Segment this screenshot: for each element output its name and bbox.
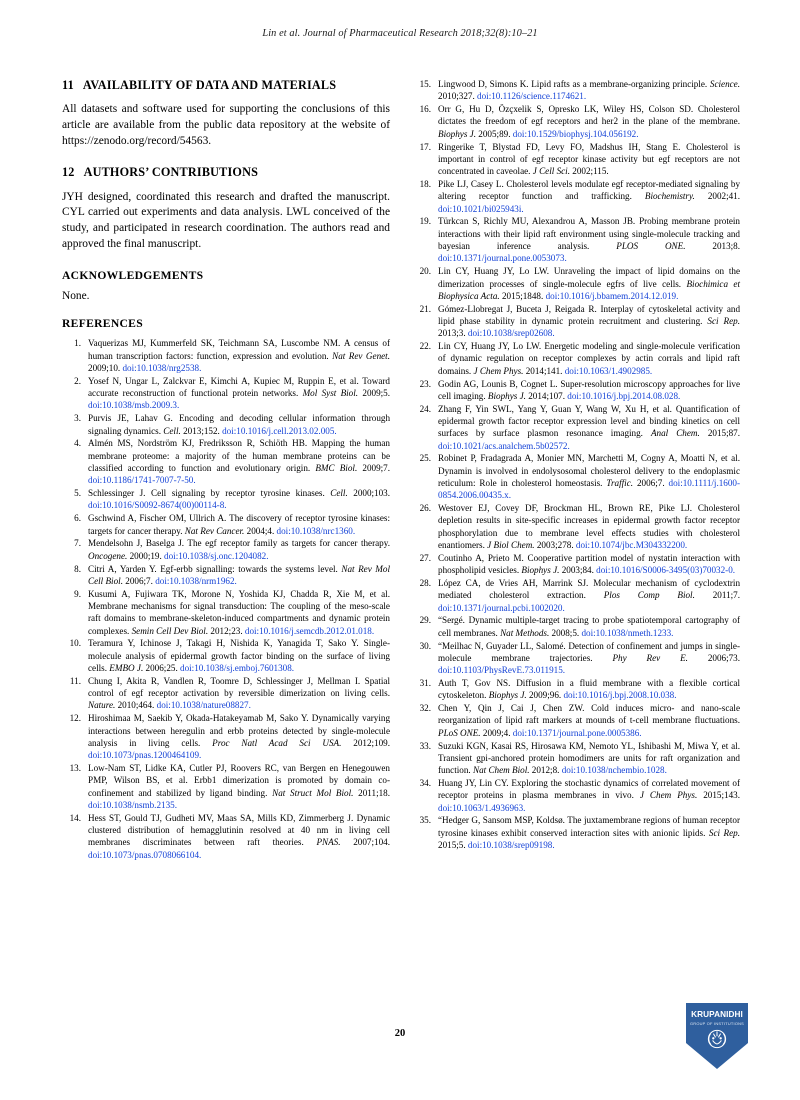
reference-title: Mapping the human membrane proteome: a majority of the human membrane proteins can be classified according to function and evolutionary origin. (88, 438, 390, 473)
reference-item (412, 740, 740, 777)
reference-year-volume: 2013;3. (438, 328, 466, 339)
reference-title: Cholesterol depletion results in site-specific increases in epidermal growth factor receptor phosphorylation due to membrane level effects studies with cholesterol enantiomers. (438, 503, 740, 551)
reference-item (62, 487, 390, 512)
reference-journal: Phy Rev E. (612, 652, 688, 663)
reference-item (412, 103, 740, 140)
reference-doi-link[interactable]: doi:10.1016/j.bpj.2014.08.028. (567, 390, 681, 401)
reference-year-volume: 2013;8. (712, 241, 741, 252)
reference-journal: BMC Biol. (315, 463, 358, 473)
reference-year-volume: 2003;84. (561, 565, 594, 576)
reference-year-volume: 2006;25. (145, 663, 178, 673)
reference-title: Dynamic clustered distribution of hemagglutinin resolved at 40 nm in living cell membranes discriminates between raft theories. (88, 812, 391, 848)
reference-authors: Robinet P, Fradagrada A, Monier MN, Marchetti M, Cogny A, Moatti N, et al. (438, 453, 740, 464)
reference-item (412, 552, 740, 577)
reference-item (62, 375, 390, 412)
reference-number: 5. (74, 488, 81, 499)
reference-year-volume: 2009;4. (482, 727, 511, 738)
reference-item (62, 563, 390, 588)
reference-doi-link[interactable]: doi:10.1074/jbc.M304332200. (575, 540, 688, 551)
reference-title: Quantification of epidermal growth factor receptor expression level and binding kinetics on cell surfaces by surface plasmon resonance imaging. (438, 403, 740, 439)
reference-item (62, 762, 390, 811)
reference-journal: EMBO J. (109, 663, 144, 673)
reference-authors: Yosef N, Ungar L, Zalckvar E, Kimchi A, Kupiec M, Ruppin E, et al. (88, 375, 359, 386)
reference-number: 14. (69, 812, 81, 823)
reference-year-volume: 2012;8. (531, 765, 560, 776)
reference-authors: Zhang F, Yin SWL, Yang Y, Guan Y, Wang W, Xu H, et al. (438, 403, 672, 414)
reference-number: 4. (74, 438, 81, 449)
reference-doi-link[interactable]: doi:10.1038/srep09198. (467, 840, 555, 851)
reference-year-volume: 2006;7. (125, 575, 153, 586)
reference-title: Detection of confinement and jumps in single-molecule membrane trajectories. (438, 640, 740, 663)
reference-doi-link[interactable]: doi:10.1016/j.bbamem.2014.12.019. (545, 290, 679, 301)
reference-journal: Biochemistry. (644, 191, 695, 202)
reference-doi-link[interactable]: doi:10.1016/j.cell.2013.02.005. (222, 425, 337, 436)
reference-title: Cell signaling by receptor tyrosine kinases. (150, 488, 325, 499)
reference-doi-link[interactable]: doi:10.1016/j.bpj.2008.10.038. (563, 690, 677, 701)
reference-authors: Low-Nam ST, Lidke KA, Cutler PJ, Roovers RC, van Bergen en Henegouwen PMP, Wilson BS, et al. (88, 763, 390, 786)
reference-number: 8. (74, 563, 81, 574)
reference-title: Unraveling the impact of lipid domains on the dimerization processes of single-molecule egfrs of live cells. (438, 266, 741, 289)
reference-title: Interplay of cytoskeletal activity and lipid phase stability in dynamic protein recruitment and clustering. (438, 303, 741, 326)
reference-year-volume: 2009;10. (88, 363, 121, 373)
reference-item (412, 178, 740, 215)
reference-number: 34. (419, 778, 431, 788)
reference-authors: Ringerike T, Blystad FD, Levy FO, Madshus IH, Stang E. (438, 141, 681, 152)
reference-journal: J Cell Sci. (532, 166, 570, 177)
reference-journal: Anal Chem. (650, 428, 700, 439)
reference-year-volume: 2007;104. (353, 837, 390, 848)
reference-year-volume: 2002;115. (572, 166, 609, 177)
reference-title: Cholesterol levels modulate egf receptor-mediated signaling by altering receptor function and trafficking. (438, 179, 741, 202)
reference-authors: López CA, de Vries AH, Marrink SJ. (438, 578, 589, 588)
reference-journal: Traffic. (606, 478, 634, 488)
reference-year-volume: 2013;152. (183, 425, 220, 436)
reference-authors: Citri A, Yarden Y. (88, 563, 157, 574)
reference-authors: Chen Y, Qin J, Cai J, Chen ZW. (438, 703, 585, 714)
reference-title: The egf receptor family as targets for cancer therapy. (187, 538, 390, 549)
reference-title: The juxtamembrane regions of human receptor tyrosine kinases exhibit conserved interaction sites with anionic lipids. (438, 815, 740, 838)
reference-item (62, 812, 390, 861)
reference-authors: Coutinho A, Prieto M. (438, 552, 524, 563)
reference-authors: Teramura Y, Ichinose J, Takagi H, Nishida K, Yanagida T, Sako Y. (88, 638, 359, 649)
reference-number: 32. (419, 703, 431, 714)
reference-journal: Nat Struct Mol Biol. (272, 787, 354, 798)
reference-title: Lipid rafts as a membrane-organizing principle. (531, 79, 708, 89)
reference-journal: Nat Chem Biol. (472, 765, 530, 776)
reference-doi-link[interactable]: doi:10.1529/biophysj.104.056192. (512, 128, 639, 139)
reference-year-volume: 2011;7. (712, 590, 741, 601)
reference-number: 22. (419, 341, 431, 352)
reference-authors: Mendelsohn J, Baselga J. (88, 538, 185, 549)
reference-authors: Gómez-Llobregat J, Buceta J, Reigada R. (438, 303, 597, 314)
reference-authors: Godin AG, Lounis B, Cognet L. (438, 378, 558, 389)
reference-journal: Sci Rep. (707, 315, 740, 326)
reference-year-volume: 2005;89. (478, 128, 511, 139)
reference-title: Cholesterol dictates the freedom of egf receptors and her2 in the plane of the membrane. (438, 104, 740, 127)
section-heading-acknowledgements: ACKNOWLEDGEMENTS (62, 268, 204, 282)
reference-year-volume: 2015;5. (438, 840, 466, 851)
reference-authors: Hess ST, Gould TJ, Gudheti MV, Maas SA, Mills KD, Zimmerberg J. (88, 812, 354, 823)
reference-journal: Nat Rev Cancer. (184, 525, 245, 536)
reference-title: Egf-erbb signalling: towards the systems level. (160, 563, 338, 574)
reference-item (62, 637, 390, 674)
svg-text:KRUPANIDHI: KRUPANIDHI (691, 1010, 743, 1019)
reference-doi-link[interactable]: doi:10.1073/pnas.1200464109. (88, 750, 202, 761)
reference-year-volume: 2000;103. (353, 488, 391, 499)
reference-journal: J Chem Phys. (639, 790, 698, 801)
reference-number: 35. (419, 815, 431, 826)
reference-journal: PNAS. (316, 837, 341, 848)
reference-authors: Schlessinger J. (88, 488, 146, 499)
reference-doi-link[interactable]: doi:10.1038/nrc1360. (276, 525, 356, 536)
reference-year-volume: 2014;141. (525, 365, 563, 376)
reference-year-volume: 2015;87. (707, 428, 741, 439)
reference-year-volume: 2010;464. (117, 700, 155, 711)
section-number-availability: 11 (62, 78, 74, 92)
reference-number: 20. (419, 266, 431, 277)
reference-journal: Nat Rev Genet. (332, 350, 390, 361)
reference-title: Toward accurate reconstruction of functional protein networks. (88, 375, 390, 399)
reference-number: 28. (419, 578, 431, 588)
reference-number: 27. (419, 552, 431, 563)
page-number: 20 (394, 1028, 406, 1039)
reference-item (412, 640, 740, 677)
reference-year-volume: 2009;5. (362, 388, 391, 399)
section-heading-contributions (62, 165, 390, 180)
section-body-availability: All datasets and software used for supporting the conclusions of this article are available from the public data repository at the website of https://zenodo.org/record/54563. (62, 103, 390, 147)
reference-doi-link[interactable]: doi:10.1063/1.4902985. (564, 365, 653, 376)
reference-doi-link[interactable]: doi:10.1038/srep02608. (467, 328, 555, 339)
section-heading-references: REFERENCES (62, 317, 143, 331)
reference-doi-link[interactable]: doi:10.1016/S0006-3495(03)70032-0. (596, 565, 736, 576)
reference-item (412, 378, 740, 403)
reference-year-volume: 2006;73. (707, 652, 741, 663)
reference-year-volume: 2008;5. (551, 627, 580, 638)
reference-authors: “Hedger G, Sansom MSP, Koldsø. (438, 815, 565, 826)
reference-doi-link[interactable]: doi:10.1038/nsmb.2135. (88, 799, 177, 810)
reference-item (62, 337, 390, 374)
reference-journal: Science. (709, 79, 741, 89)
reference-number: 6. (74, 513, 81, 524)
reference-authors: Westover EJ, Covey DF, Brockman HL, Brown RE, Pike LJ. (438, 503, 693, 514)
reference-item (412, 777, 740, 814)
reference-doi-link[interactable]: doi:10.1038/sj.onc.1204082. (164, 550, 269, 561)
reference-item (412, 340, 740, 377)
reference-title: A census of human transcription factors: function, expression and evolution. (88, 338, 390, 361)
reference-number: 30. (419, 640, 431, 651)
reference-number: 18. (419, 179, 431, 189)
reference-number: 23. (419, 378, 431, 389)
reference-journal: Proc Natl Acad Sci USA. (212, 737, 342, 748)
section-body-acknowledgements: None. (62, 289, 90, 302)
reference-journal: Oncogene. (88, 550, 128, 561)
two-column-body (62, 78, 740, 1018)
reference-item (412, 814, 740, 851)
reference-number: 11. (69, 675, 81, 686)
reference-year-volume: 2000;19. (129, 550, 162, 561)
reference-year-volume: 2014;107. (528, 390, 565, 401)
reference-authors: “Sergé. (438, 615, 465, 626)
reference-title: Spatial control of egf receptor activation by reversible dimerization on living cells. (88, 675, 390, 699)
reference-number: 2. (74, 375, 81, 386)
reference-number: 12. (69, 713, 81, 724)
reference-journal: Nat Rev Mol Cell Biol. (88, 563, 391, 586)
running-head: Lin et al. Journal of Pharmaceutical Research 2018;32(8):10–21 (262, 28, 538, 39)
reference-authors: Almén MS, Nordström KJ, Fredriksson R, Schiöth HB. (88, 438, 308, 449)
reference-list-left (62, 337, 390, 861)
reference-journal: PLoS ONE. (438, 727, 481, 738)
reference-doi-link[interactable]: doi:10.1038/nrm1962. (155, 575, 237, 586)
svg-text:GROUP OF INSTITUTIONS: GROUP OF INSTITUTIONS (689, 1021, 745, 1026)
reference-number: 24. (419, 403, 431, 414)
reference-item (412, 677, 740, 702)
reference-title: Dynamin is involved in endolysosomal cholesterol delivery to the endoplasmic reticulum: Role in cholesterol homeostasis. (438, 465, 740, 488)
reference-journal: Biophys J. (488, 690, 527, 701)
reference-year-volume: 2015;143. (703, 790, 740, 801)
reference-title: Super-resolution microscopy approaches for live cell imaging. (438, 378, 741, 401)
reference-number: 3. (74, 413, 81, 424)
reference-item (412, 502, 740, 551)
reference-item (412, 265, 740, 302)
reference-journal: Biophys J. (438, 128, 477, 139)
reference-doi-link[interactable]: doi:10.1038/sj.emboj.7601308. (180, 663, 295, 673)
reference-number: 10. (69, 638, 81, 649)
reference-journal: Biochimica et Biophysica Acta. (438, 278, 740, 301)
krupanidhi-logo (686, 1003, 748, 1069)
reference-journal: PLOS ONE. (616, 241, 686, 252)
reference-journal: Nat Methods. (500, 627, 550, 638)
reference-doi-link[interactable]: doi:10.1021/bi025943i. (438, 203, 524, 214)
reference-number: 31. (419, 678, 431, 688)
reference-journal: J Chem Phys. (473, 365, 524, 376)
reference-item (62, 537, 390, 562)
section-body-contributions: JYH designed, coordinated this research and drafted the manuscript. CYL carried out experiments and data analysis. LWL conceived of the study, and participated in research coordination. The authors read and approved the final manuscript. (62, 190, 390, 250)
reference-authors: Auth T, Gov NS. (438, 678, 511, 688)
reference-authors: Huang JY, Lin CY. (438, 778, 509, 788)
reference-item (62, 712, 390, 761)
reference-doi-link[interactable]: doi:10.1016/j.semcdb.2012.01.018. (244, 625, 375, 636)
reference-authors: Kusumi A, Fujiwara TK, Morone N, Yoshida KJ, Chadda R, Xie M, et al. (88, 588, 390, 599)
reference-number: 1. (74, 338, 81, 349)
reference-doi-link[interactable]: doi:10.1073/pnas.0708066104. (88, 849, 202, 860)
reference-doi-link[interactable]: doi:10.1021/acs.analchem.5b02572. (438, 440, 570, 451)
reference-title: Energetic modeling and single-molecule verification of dynamic regulation on receptor complexes by actin corrals and lipid raft domains. (438, 341, 741, 376)
section-number-contributions: 12 (62, 165, 75, 180)
reference-doi-link[interactable]: doi:10.1186/1741-7007-7-50. (88, 475, 196, 486)
reference-journal: Nature. (88, 700, 116, 711)
reference-authors: Chung I, Akita R, Vandlen R, Toomre D, Schlessinger J, Mellman I. (88, 675, 361, 686)
reference-year-volume: 2002;41. (707, 191, 741, 202)
reference-title: Probing membrane protein interactions with their lipid raft environment using single-molecule tracking and bayesian inference analysis. (438, 216, 740, 252)
reference-number: 33. (419, 740, 431, 751)
reference-year-volume: 2010;327. (438, 91, 475, 102)
reference-doi-link[interactable]: doi:10.1103/PhysRevE.73.011915. (438, 665, 566, 676)
section-heading-availability (62, 78, 390, 93)
reference-doi-link[interactable]: doi:10.1371/journal.pcbi.1002020. (438, 602, 565, 613)
reference-doi-link[interactable]: doi:10.1038/nmeth.1233. (581, 627, 674, 638)
reference-year-volume: 2009;7. (362, 463, 391, 473)
reference-doi-link[interactable]: doi:10.1111/j.1600-0854.2006.00435.x. (438, 478, 741, 501)
reference-doi-link[interactable]: doi:10.1063/1.4936963. (438, 802, 526, 813)
reference-authors: Orr G, Hu D, Özçxelik S, Opresko LK, Wiley HS, Colson SD. (438, 104, 694, 115)
reference-doi-link[interactable]: doi:10.1126/science.1174621. (477, 91, 587, 102)
reference-item (412, 577, 740, 614)
reference-number: 15. (419, 79, 431, 89)
reference-item (62, 588, 390, 637)
reference-authors: Suzuki KGN, Kasai RS, Hirosawa KM, Nemoto YL, Ishibashi M, Miwa Y, et al. (438, 740, 740, 751)
reference-title: Dynamic multiple-target tracing to probe spatiotemporal cartography of cell membranes. (438, 615, 741, 638)
reference-number: 29. (419, 615, 431, 626)
reference-number: 13. (69, 763, 81, 773)
reference-title: Erbb1 dimerization is promoted by domain co-confinement and stabilized by ligand binding. (88, 775, 390, 798)
reference-item (412, 303, 740, 340)
reference-year-volume: 2012;23. (210, 625, 243, 636)
reference-journal: Sci Rep. (708, 827, 740, 838)
reference-authors: Lin CY, Huang JY, Lo LW. (438, 341, 542, 352)
section-title-availability: AVAILABILITY OF DATA AND MATERIALS (82, 78, 337, 92)
reference-list-right (412, 78, 740, 851)
reference-authors: Lingwood D, Simons K. (438, 79, 529, 89)
reference-year-volume: 2009;96. (528, 690, 562, 701)
reference-journal: Plos Comp Biol. (603, 590, 695, 601)
reference-year-volume: 2015;1848. (501, 290, 544, 301)
reference-authors: “Meilhac N, Guyader LL, Salomé. (438, 640, 566, 651)
reference-title: Transient gpi-anchored protein homodimers are units for raft organization and function. (438, 752, 740, 776)
reference-item (412, 452, 740, 501)
reference-year-volume: 2012;109. (353, 737, 391, 748)
reference-doi-link[interactable]: doi:10.1016/S0092-8674(00)00114-8. (88, 500, 227, 511)
reference-title: Diffusion in a fluid membrane with a flexible cortical cytoskeleton. (438, 678, 740, 701)
reference-journal: Mol Syst Biol. (302, 388, 359, 399)
reference-authors: Lin CY, Huang JY, Lo LW. (438, 266, 550, 277)
section-title-contributions: AUTHORS’ CONTRIBUTIONS (83, 165, 259, 180)
reference-doi-link[interactable]: doi:10.1371/journal.pone.0005386. (512, 727, 642, 738)
reference-year-volume: 2006;7. (636, 478, 665, 488)
reference-doi-link[interactable]: doi:10.1038/nchembio.1028. (561, 765, 667, 776)
reference-journal: Cell. (163, 425, 181, 436)
reference-doi-link[interactable]: doi:10.1038/nrg2538. (122, 363, 202, 373)
reference-title: Cooperative partition model of nystatin interaction with phospholipid vesicles. (438, 552, 741, 576)
reference-authors: Purvis JE, Lahav G. (88, 413, 173, 424)
reference-authors: Hiroshimaa M, Saekib Y, Okada-Hatakeyamab M, Sako Y. (88, 713, 309, 724)
reference-number: 16. (419, 104, 431, 115)
reference-doi-link[interactable]: doi:10.1038/nature08827. (156, 700, 251, 711)
reference-title: Cholesterol is important in control of egf receptor kinase activity but egf receptors are not concentrated in caveolae. (438, 141, 741, 177)
left-column (62, 78, 390, 1018)
reference-item (412, 702, 740, 739)
reference-authors: Vaquerizas MJ, Kummerfeld SK, Teichmann SA, Luscombe NM. (88, 338, 341, 349)
reference-number: 25. (419, 453, 431, 464)
reference-journal: Cell. (330, 488, 348, 499)
reference-item (412, 78, 740, 103)
reference-title: Encoding and decoding cellular information through signaling dynamics. (88, 413, 391, 436)
reference-year-volume: 2004;4. (246, 525, 275, 536)
reference-item (412, 403, 740, 452)
right-column (412, 78, 740, 1018)
reference-item (62, 675, 390, 712)
reference-title: Exploring the stochastic dynamics of correlated movement of receptor proteins in plasma membranes in vivo. (438, 778, 741, 801)
reference-number: 21. (419, 303, 431, 314)
reference-title: Cold induces micro- and nano-scale reorganization of lipid raft markers at mounds of t-cell membrane fluctuations. (438, 703, 741, 726)
reference-authors: Türkcan S, Richly MU, Alexandrou A, Masson JB. (438, 216, 636, 227)
reference-title: The discovery of receptor tyrosine kinases: targets for cancer therapy. (88, 513, 390, 536)
reference-item (62, 412, 390, 437)
reference-doi-link[interactable]: doi:10.1038/msb.2009.3. (88, 400, 180, 411)
reference-number: 17. (419, 141, 431, 152)
reference-journal: Biophys J. (487, 390, 526, 401)
reference-title: Dynamically varying interactions between heregulin and erbb proteins detected by single-molecule analysis in living cells. (88, 713, 391, 748)
reference-journal: J Biol Chem. (487, 540, 535, 551)
reference-item (412, 141, 740, 178)
reference-number: 9. (74, 588, 81, 599)
reference-item (62, 437, 390, 486)
reference-year-volume: 2003;278. (536, 540, 574, 551)
reference-authors: Gschwind A, Fischer OM, Ullrich A. (88, 513, 227, 524)
reference-title: Membrane mechanisms for signal transduction: The coupling of the meso-scale raft domains to membrane-skeleton-induced compartments and dynamic protein complexes. (88, 600, 390, 636)
reference-item (62, 512, 390, 537)
reference-title: Molecular mechanism of cyclodextrin mediated cholesterol extraction. (438, 578, 741, 601)
reference-item (412, 614, 740, 639)
reference-item (412, 215, 740, 264)
reference-year-volume: 2011;18. (358, 787, 391, 798)
reference-title: Single-molecule analysis of epidermal growth factor binding on the surface of living cells. (88, 638, 391, 673)
reference-journal: Biophys J. (521, 565, 560, 576)
reference-authors: Pike LJ, Casey L. (438, 179, 504, 189)
reference-number: 7. (74, 538, 81, 549)
reference-number: 26. (419, 503, 431, 514)
reference-number: 19. (419, 216, 431, 227)
reference-journal: Semin Cell Dev Biol. (131, 625, 209, 636)
reference-doi-link[interactable]: doi:10.1371/journal.pone.0053073. (438, 253, 567, 264)
